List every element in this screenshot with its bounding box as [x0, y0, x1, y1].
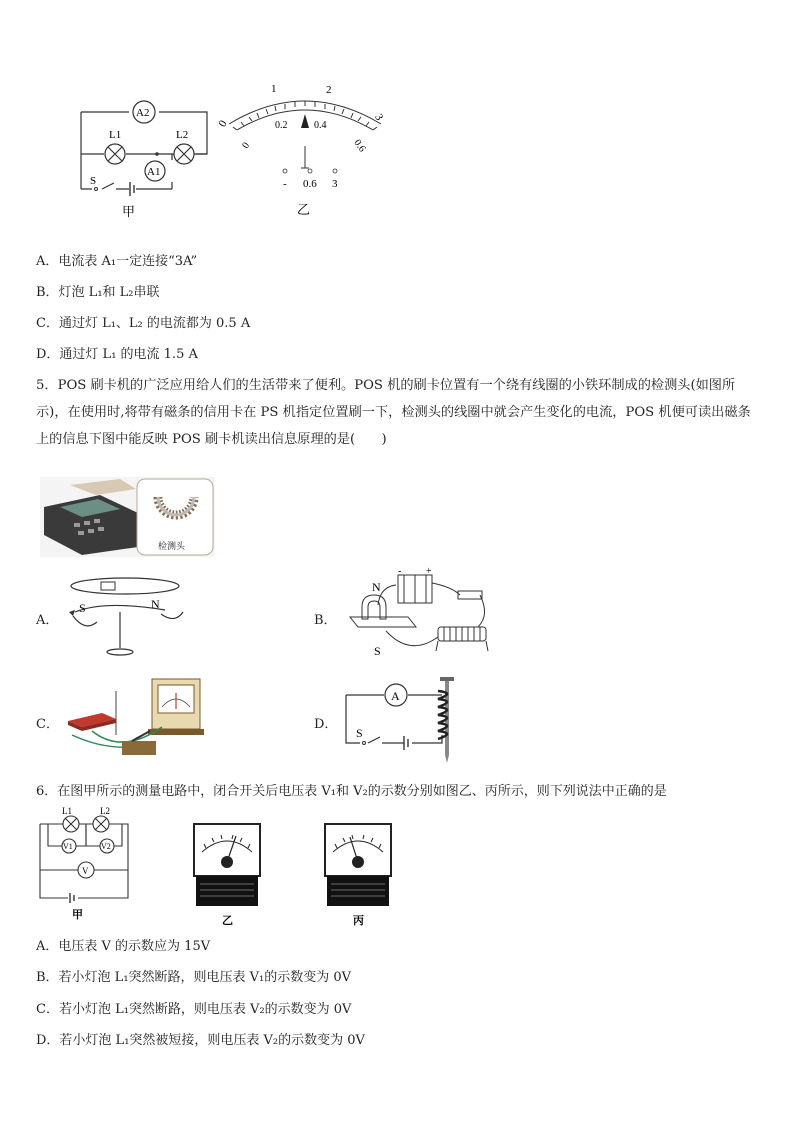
- q4-terminal-06: 0.6: [303, 178, 317, 190]
- q5-stem: 5．POS 刷卡机的广泛应用给人们的生活带来了便利。POS 机的刷卡位置有一个绕有线圈的小铁环制成的检测头(如图所示)，在使用时,将带有磁条的信用卡在 PS 机指定位置刷一下，检测头的线圈中就会产生变化的电流，POS 机便可读出磁条上的信息下图中能反映 POS 刷卡机读出信息原理的是( ): [36, 378, 751, 447]
- q4-scale-bottom-0: 0: [240, 140, 253, 151]
- q4-terminal-minus: -: [283, 178, 287, 190]
- q4-ammeter-dial-yi: [215, 80, 395, 220]
- q4-option-a: A．电流表 A₁一定连接“3A”: [36, 254, 198, 269]
- q4-a2-label: A2: [136, 107, 150, 119]
- q6-l2-label: L2: [100, 806, 110, 816]
- q6-option-b: B．若小灯泡 L₁突然断路，则电压表 V₁的示数变为 0V: [36, 970, 352, 985]
- q4-l1-label: L1: [109, 129, 122, 141]
- q5-option-c-figure: [62, 675, 222, 767]
- q6-stem: 6．在图甲所示的测量电路中，闭合开关后电压表 V₁和 V₂的示数分别如图乙、丙所示，则下列说法中正确的是: [36, 784, 667, 799]
- q4-option-b: B．灯泡 L₁和 L₂串联: [36, 285, 160, 300]
- q6-l1-label: L1: [62, 806, 72, 816]
- q5-pos-photo: [40, 477, 215, 557]
- q4-terminal-3: 3: [332, 178, 338, 190]
- q4-l2-label: L2: [176, 129, 189, 141]
- q4-a1-label: A1: [147, 166, 161, 178]
- q5-d-a-label: A: [391, 689, 400, 703]
- q5-option-a-label: A．: [36, 613, 59, 628]
- q5-b-plus: +: [426, 566, 432, 577]
- q6-v-label: V: [82, 866, 89, 876]
- q4-scale-bottom-04: 0.4: [314, 120, 327, 131]
- q4-circuit-figure-jia: [74, 92, 214, 232]
- q4-jia-caption: 甲: [122, 204, 136, 219]
- q5-option-a-figure: [65, 572, 185, 657]
- q6-yi-caption: 乙: [222, 915, 233, 927]
- q4-scale-top-1: 1: [271, 83, 277, 95]
- q6-option-d: D．若小灯泡 L₁突然被短接，则电压表 V₂的示数变为 0V: [36, 1033, 365, 1048]
- q6-bing-caption: 丙: [353, 915, 364, 927]
- q4-option-c: C．通过灯 L₁、L₂ 的电流都为 0.5 A: [36, 316, 251, 331]
- q5-option-b-figure: [340, 565, 505, 665]
- q6-option-a: A．电压表 V 的示数应为 15V: [36, 939, 211, 954]
- q4-option-d: D．通过灯 L₁ 的电流 1.5 A: [36, 347, 198, 362]
- q4-scale-top-3: 3: [372, 111, 386, 123]
- q4-scale-bottom-06: 0.6: [351, 137, 368, 155]
- q5-d-s-label: S: [356, 726, 363, 740]
- q5-option-d-label: D．: [314, 717, 338, 732]
- q5-detector-label: 检测头: [158, 541, 186, 551]
- q5-option-c-label: C．: [36, 717, 59, 732]
- q6-jia-caption: 甲: [72, 909, 83, 921]
- q6-v2-label: V2: [101, 842, 111, 851]
- q5-b-minus: -: [398, 566, 402, 577]
- q5-option-d-figure: [342, 675, 467, 765]
- q6-voltmeter-yi: [192, 822, 262, 927]
- q6-circuit-figure-jia: [38, 806, 138, 921]
- q4-scale-bottom-02: 0.2: [275, 120, 288, 131]
- q5-a-s-label: S: [79, 601, 86, 615]
- q6-voltmeter-bing: [323, 822, 393, 927]
- q5-a-n-label: N: [151, 597, 160, 611]
- q4-scale-top-0: 0: [216, 118, 230, 130]
- q5-b-s-label: S: [374, 644, 381, 658]
- q5-option-b-label: B．: [314, 613, 337, 628]
- q4-s-label: S: [90, 175, 97, 187]
- q6-v1-label: V1: [63, 842, 73, 851]
- q5-b-n-label: N: [372, 580, 381, 594]
- q4-yi-caption: 乙: [297, 202, 311, 217]
- q6-option-c: C．若小灯泡 L₁突然断路，则电压表 V₂的示数变为 0V: [36, 1002, 352, 1017]
- q4-scale-top-2: 2: [326, 84, 332, 96]
